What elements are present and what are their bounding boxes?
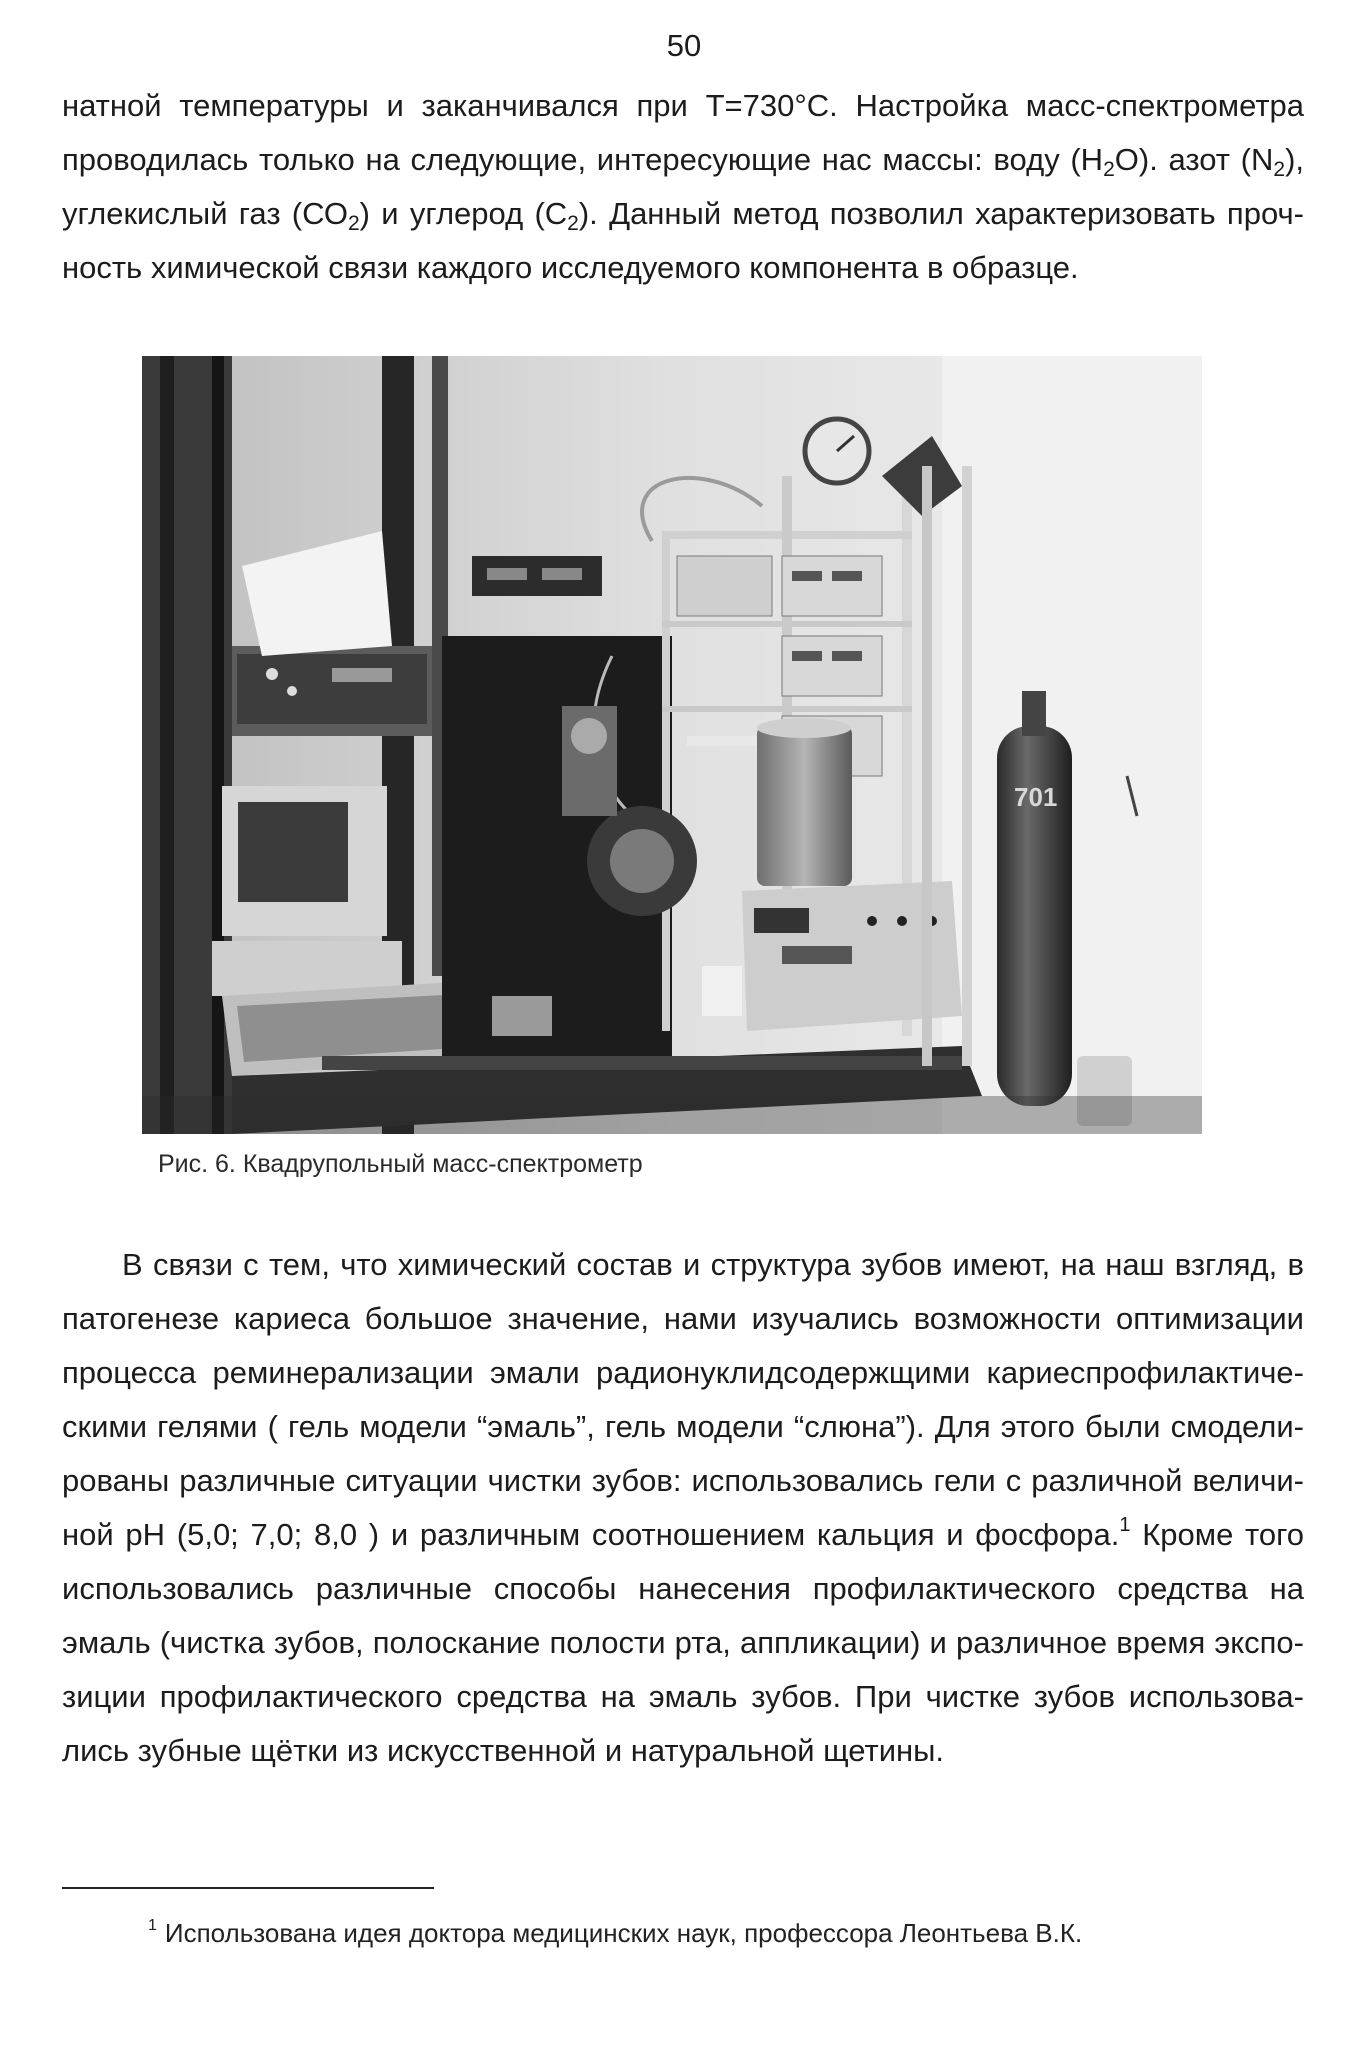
footnote-ref: 1 [1119,1514,1131,1536]
footnote [148,1918,1082,1949]
text-line: процесса реминерализации эмали радионуклидсодержщими кариеспрофилактиче- [62,1355,1304,1390]
text-line: рованы различные ситуации чистки зубов: использовались гели с различной величи- [62,1463,1304,1498]
paragraph-1 [62,79,1304,295]
text-line: ной рН (5,0; 7,0; 8,0 ) и различным соотношением кальция и фосфора.$^1$ Кроме того [62,1514,1304,1552]
mass-spectrometer-photo [142,356,1202,1134]
text-line: использовались различные способы нанесения профилактического средства на [62,1571,1304,1606]
footnote-marker: 1 [148,1917,157,1934]
text-line: В связи с тем, что химический состав и структура зубов имеют, на наш взгляд, в [122,1247,1304,1282]
cylinder-label: 701 [1014,782,1058,812]
text-line: скими гелями ( гель модели “эмаль”, гель модели “слюна”). Для этого были смодели- [62,1409,1304,1444]
text-line: натной температуры и заканчивался при Т=730°С. Настройка масс-спектрометра [62,88,1304,123]
text-line: зиции профилактического средства на эмаль зубов. При чистке зубов использова- [62,1679,1304,1714]
paragraph-2 [62,1238,1304,1778]
text-line: патогенезе кариеса большое значение, нами изучались возможности оптимизации [62,1301,1304,1336]
text-line: ность химической связи каждого исследуемого компонента в образце. [62,250,1079,285]
figure-caption: Рис. 6. Квадрупольный масс-спектрометр [158,1150,643,1178]
page-number: 50 [666,28,702,63]
text-line: эмаль (чистка зубов, полоскание полости рта, аппликации) и различное время экспо- [62,1625,1304,1660]
footnote-separator [62,1887,434,1889]
footnote-text: Использована идея доктора медицинских наук, профессора Леонтьева В.К. [164,1918,1083,1948]
text-line: углекислый газ $(СО_2)$ и углерод $(С_2)$. Данный метод позволил характеризовать проч- [62,196,1304,235]
text-line: проводилась только на следующие, интересующие нас массы: воду $(Н_2О)$. азот $(N_2)$, [62,142,1304,181]
text-line: лись зубные щётки из искусственной и натуральной щетины. [62,1733,945,1768]
